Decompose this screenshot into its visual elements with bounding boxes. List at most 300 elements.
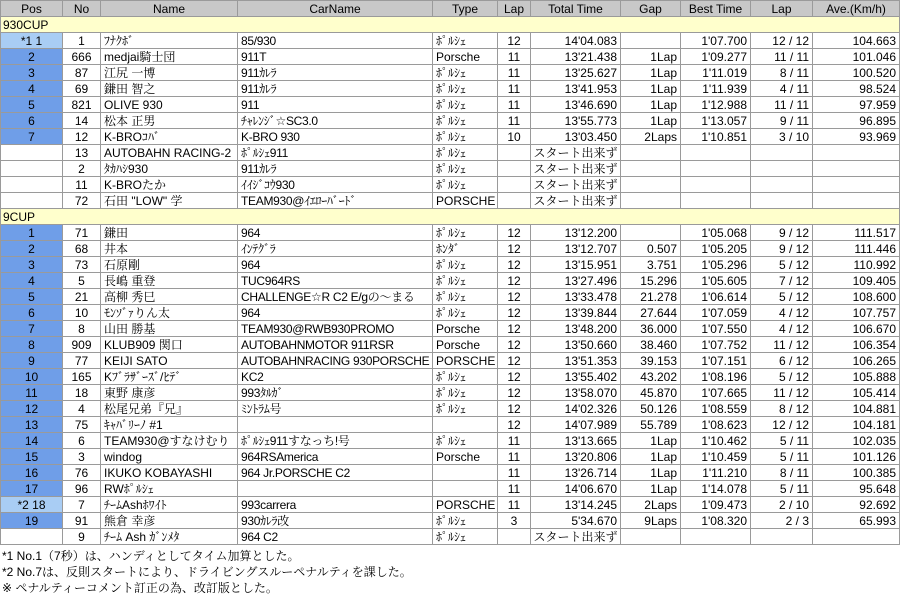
car-number-cell: 14 <box>63 113 101 129</box>
driver-name-cell: windog <box>101 449 238 465</box>
best-time-cell: 1'11.939 <box>681 81 751 97</box>
best-lap-cell <box>751 177 813 193</box>
laps-cell <box>498 177 531 193</box>
laps-cell: 10 <box>498 129 531 145</box>
car-name-cell: K-BRO 930 <box>238 129 433 145</box>
best-time-cell: 1'10.459 <box>681 449 751 465</box>
footnote: *1 No.1（7秒）は、ハンディとしてタイム加算とした。 <box>2 549 300 563</box>
gap-cell <box>621 193 681 209</box>
best-lap-cell: 6 / 12 <box>751 353 813 369</box>
laps-cell: 12 <box>498 321 531 337</box>
section-row <box>1 209 900 225</box>
best-time-cell: 1'10.462 <box>681 433 751 449</box>
best-lap-cell: 11 / 12 <box>751 337 813 353</box>
driver-name-cell: 長嶋 重登 <box>101 273 238 289</box>
laps-cell: 12 <box>498 401 531 417</box>
car-type-cell <box>433 417 498 433</box>
position-cell: 10 <box>1 369 63 385</box>
car-name-cell: 993carrera <box>238 497 433 513</box>
car-number-cell: 12 <box>63 129 101 145</box>
best-lap-cell: 5 / 11 <box>751 433 813 449</box>
average-speed-cell: 93.969 <box>813 129 900 145</box>
position-cell: 11 <box>1 385 63 401</box>
average-speed-cell: 106.265 <box>813 353 900 369</box>
best-time-cell: 1'08.559 <box>681 401 751 417</box>
header-row <box>1 1 900 17</box>
result-row <box>1 193 900 209</box>
result-row <box>1 33 900 49</box>
car-type-cell: ﾎﾝﾀﾞ <box>433 241 498 257</box>
position-cell: 8 <box>1 337 63 353</box>
result-row <box>1 65 900 81</box>
total-time-cell: 13'12.200 <box>531 225 621 241</box>
position-cell: 6 <box>1 305 63 321</box>
car-name-cell: 930ｶﾚﾗ改 <box>238 513 433 529</box>
car-name-cell: ﾐﾝﾄﾗﾑ号 <box>238 401 433 417</box>
car-type-cell: ﾎﾟﾙｼｪ <box>433 161 498 177</box>
average-speed-cell: 104.181 <box>813 417 900 433</box>
best-time-cell: 1'09.473 <box>681 497 751 513</box>
laps-cell: 12 <box>498 257 531 273</box>
gap-cell <box>621 33 681 49</box>
gap-cell <box>621 161 681 177</box>
position-cell <box>1 161 63 177</box>
best-time-cell: 1'10.851 <box>681 129 751 145</box>
laps-cell: 12 <box>498 337 531 353</box>
result-row <box>1 401 900 417</box>
laps-cell: 11 <box>498 97 531 113</box>
total-time-cell: 13'58.070 <box>531 385 621 401</box>
car-type-cell: ﾎﾟﾙｼｪ <box>433 513 498 529</box>
average-speed-cell <box>813 529 900 545</box>
result-row <box>1 321 900 337</box>
car-name-cell: 911 <box>238 97 433 113</box>
car-number-cell: 21 <box>63 289 101 305</box>
car-name-cell: TEAM930@ｲｴﾛｰﾊﾞｰﾄﾞ <box>238 193 433 209</box>
laps-cell: 3 <box>498 513 531 529</box>
result-row <box>1 513 900 529</box>
average-speed-cell: 101.046 <box>813 49 900 65</box>
car-number-cell: 73 <box>63 257 101 273</box>
gap-cell: 1Lap <box>621 481 681 497</box>
position-cell: *2 18 <box>1 497 63 513</box>
car-number-cell: 13 <box>63 145 101 161</box>
best-time-cell: 1'14.078 <box>681 481 751 497</box>
driver-name-cell: 井本 <box>101 241 238 257</box>
gap-cell: 45.870 <box>621 385 681 401</box>
car-name-cell: 964 <box>238 305 433 321</box>
total-time-cell: 13'41.953 <box>531 81 621 97</box>
car-type-cell: PORSCHE <box>433 353 498 369</box>
driver-name-cell: 松本 正男 <box>101 113 238 129</box>
best-time-cell: 1'07.059 <box>681 305 751 321</box>
driver-name-cell: Kﾌﾞﾗｻﾞｰｽﾞ/ﾋﾃﾞ <box>101 369 238 385</box>
driver-name-cell: IKUKO KOBAYASHI <box>101 465 238 481</box>
result-row <box>1 353 900 369</box>
gap-cell <box>621 177 681 193</box>
car-name-cell: 964 Jr.PORSCHE C2 <box>238 465 433 481</box>
driver-name-cell: 鎌田 智之 <box>101 81 238 97</box>
driver-name-cell: OLIVE 930 <box>101 97 238 113</box>
car-type-cell: ﾎﾟﾙｼｪ <box>433 305 498 321</box>
gap-cell: 0.507 <box>621 241 681 257</box>
position-cell: 4 <box>1 81 63 97</box>
best-lap-cell: 11 / 11 <box>751 49 813 65</box>
col-header-car-number: No <box>63 1 101 17</box>
best-time-cell: 1'06.614 <box>681 289 751 305</box>
total-time-cell: 13'46.690 <box>531 97 621 113</box>
laps-cell: 11 <box>498 497 531 513</box>
car-name-cell: ﾎﾟﾙｼｪ911すなっち!号 <box>238 433 433 449</box>
car-number-cell: 96 <box>63 481 101 497</box>
car-type-cell: PORSCHE <box>433 193 498 209</box>
driver-name-cell: 東野 康彦 <box>101 385 238 401</box>
position-cell: 3 <box>1 257 63 273</box>
car-number-cell: 69 <box>63 81 101 97</box>
result-row <box>1 529 900 545</box>
car-type-cell: ﾎﾟﾙｼｪ <box>433 529 498 545</box>
car-type-cell: ﾎﾟﾙｼｪ <box>433 369 498 385</box>
gap-cell <box>621 225 681 241</box>
laps-cell: 12 <box>498 273 531 289</box>
result-row <box>1 289 900 305</box>
car-number-cell: 71 <box>63 225 101 241</box>
car-name-cell: ｲﾝﾃｸﾞﾗ <box>238 241 433 257</box>
best-time-cell <box>681 193 751 209</box>
col-header-total-time: Total Time <box>531 1 621 17</box>
best-lap-cell: 4 / 12 <box>751 305 813 321</box>
best-lap-cell: 11 / 12 <box>751 385 813 401</box>
gap-cell: 2Laps <box>621 129 681 145</box>
position-cell: 4 <box>1 273 63 289</box>
car-name-cell <box>238 417 433 433</box>
car-name-cell: 911ｶﾚﾗ <box>238 81 433 97</box>
best-lap-cell: 5 / 12 <box>751 369 813 385</box>
car-number-cell: 4 <box>63 401 101 417</box>
best-lap-cell: 5 / 12 <box>751 257 813 273</box>
driver-name-cell: K-BROたか <box>101 177 238 193</box>
best-time-cell: 1'11.019 <box>681 65 751 81</box>
driver-name-cell: KLUB909 関口 <box>101 337 238 353</box>
result-row <box>1 433 900 449</box>
laps-cell: 12 <box>498 241 531 257</box>
position-cell <box>1 529 63 545</box>
col-header-gap: Gap <box>621 1 681 17</box>
laps-cell: 11 <box>498 49 531 65</box>
position-cell: *1 1 <box>1 33 63 49</box>
car-name-cell: AUTOBAHNMOTOR 911RSR <box>238 337 433 353</box>
total-time-cell: スタート出来ず <box>531 145 621 161</box>
car-number-cell: 75 <box>63 417 101 433</box>
average-speed-cell: 106.670 <box>813 321 900 337</box>
best-time-cell <box>681 177 751 193</box>
car-name-cell: CHALLENGE☆R C2 E/gの～まる <box>238 289 433 305</box>
car-number-cell: 7 <box>63 497 101 513</box>
total-time-cell: 13'21.438 <box>531 49 621 65</box>
laps-cell: 11 <box>498 433 531 449</box>
car-type-cell: ﾎﾟﾙｼｪ <box>433 65 498 81</box>
best-lap-cell: 5 / 12 <box>751 289 813 305</box>
col-header-pos: Pos <box>1 1 63 17</box>
col-header-car-name: CarName <box>238 1 433 17</box>
gap-cell: 50.126 <box>621 401 681 417</box>
best-time-cell: 1'05.205 <box>681 241 751 257</box>
position-cell <box>1 177 63 193</box>
best-time-cell: 1'13.057 <box>681 113 751 129</box>
driver-name-cell: 鎌田 <box>101 225 238 241</box>
driver-name-cell: K-BROｺﾊﾞ <box>101 129 238 145</box>
col-header-best-lap: Lap <box>751 1 813 17</box>
car-number-cell: 909 <box>63 337 101 353</box>
driver-name-cell: 山田 勝基 <box>101 321 238 337</box>
position-cell: 17 <box>1 481 63 497</box>
gap-cell: 38.460 <box>621 337 681 353</box>
car-type-cell: ﾎﾟﾙｼｪ <box>433 145 498 161</box>
gap-cell: 1Lap <box>621 465 681 481</box>
driver-name-cell: 石田 "LOW" 学 <box>101 193 238 209</box>
car-name-cell: 964 <box>238 257 433 273</box>
driver-name-cell: 松尾兄弟『兄』 <box>101 401 238 417</box>
car-type-cell: ﾎﾟﾙｼｪ <box>433 129 498 145</box>
total-time-cell: スタート出来ず <box>531 177 621 193</box>
gap-cell: 27.644 <box>621 305 681 321</box>
best-time-cell: 1'05.605 <box>681 273 751 289</box>
position-cell: 1 <box>1 225 63 241</box>
car-number-cell: 1 <box>63 33 101 49</box>
total-time-cell: 13'25.627 <box>531 65 621 81</box>
average-speed-cell: 98.524 <box>813 81 900 97</box>
laps-cell <box>498 161 531 177</box>
car-name-cell: 964 <box>238 225 433 241</box>
gap-cell: 1Lap <box>621 433 681 449</box>
car-number-cell: 2 <box>63 161 101 177</box>
laps-cell <box>498 193 531 209</box>
average-speed-cell <box>813 193 900 209</box>
car-number-cell: 666 <box>63 49 101 65</box>
best-lap-cell: 5 / 11 <box>751 449 813 465</box>
total-time-cell: 14'07.989 <box>531 417 621 433</box>
col-header-laps: Lap <box>498 1 531 17</box>
average-speed-cell <box>813 145 900 161</box>
car-number-cell: 18 <box>63 385 101 401</box>
total-time-cell: 13'55.402 <box>531 369 621 385</box>
result-row <box>1 481 900 497</box>
position-cell: 16 <box>1 465 63 481</box>
best-lap-cell: 8 / 11 <box>751 65 813 81</box>
car-number-cell: 165 <box>63 369 101 385</box>
total-time-cell: 13'20.806 <box>531 449 621 465</box>
best-lap-cell <box>751 529 813 545</box>
result-row <box>1 497 900 513</box>
gap-cell: 1Lap <box>621 49 681 65</box>
car-type-cell: Porsche <box>433 49 498 65</box>
driver-name-cell: ﾁｰﾑAshﾎﾜｲﾄ <box>101 497 238 513</box>
result-row <box>1 369 900 385</box>
best-time-cell: 1'07.151 <box>681 353 751 369</box>
gap-cell: 1Lap <box>621 449 681 465</box>
car-name-cell: 964RSAmerica <box>238 449 433 465</box>
result-row <box>1 385 900 401</box>
best-lap-cell: 8 / 11 <box>751 465 813 481</box>
result-row <box>1 305 900 321</box>
result-row <box>1 145 900 161</box>
car-name-cell: 964 C2 <box>238 529 433 545</box>
driver-name-cell: ﾁｰﾑ Ash ｶﾞﾝﾒﾀ <box>101 529 238 545</box>
car-type-cell: PORSCHE <box>433 497 498 513</box>
best-lap-cell <box>751 161 813 177</box>
total-time-cell: 13'03.450 <box>531 129 621 145</box>
best-time-cell: 1'07.752 <box>681 337 751 353</box>
best-time-cell <box>681 145 751 161</box>
best-time-cell: 1'07.550 <box>681 321 751 337</box>
car-type-cell <box>433 481 498 497</box>
laps-cell: 12 <box>498 289 531 305</box>
best-time-cell: 1'05.296 <box>681 257 751 273</box>
total-time-cell: 13'26.714 <box>531 465 621 481</box>
average-speed-cell: 96.895 <box>813 113 900 129</box>
driver-name-cell: 熊倉 幸彦 <box>101 513 238 529</box>
driver-name-cell: KEIJI SATO <box>101 353 238 369</box>
laps-cell: 11 <box>498 481 531 497</box>
total-time-cell: 14'02.326 <box>531 401 621 417</box>
position-cell <box>1 193 63 209</box>
result-row <box>1 177 900 193</box>
gap-cell: 1Lap <box>621 81 681 97</box>
laps-cell: 12 <box>498 225 531 241</box>
best-time-cell: 1'07.665 <box>681 385 751 401</box>
gap-cell: 3.751 <box>621 257 681 273</box>
laps-cell: 11 <box>498 449 531 465</box>
position-cell: 2 <box>1 241 63 257</box>
best-time-cell: 1'09.277 <box>681 49 751 65</box>
laps-cell: 12 <box>498 369 531 385</box>
car-type-cell: ﾎﾟﾙｼｪ <box>433 401 498 417</box>
total-time-cell: 14'06.670 <box>531 481 621 497</box>
car-number-cell: 11 <box>63 177 101 193</box>
laps-cell: 11 <box>498 113 531 129</box>
position-cell: 5 <box>1 97 63 113</box>
gap-cell: 1Lap <box>621 97 681 113</box>
total-time-cell: スタート出来ず <box>531 193 621 209</box>
best-time-cell: 1'12.988 <box>681 97 751 113</box>
position-cell: 15 <box>1 449 63 465</box>
best-lap-cell: 11 / 11 <box>751 97 813 113</box>
laps-cell <box>498 529 531 545</box>
gap-cell: 43.202 <box>621 369 681 385</box>
best-lap-cell <box>751 193 813 209</box>
driver-name-cell: medjai騎士団 <box>101 49 238 65</box>
laps-cell: 12 <box>498 305 531 321</box>
car-name-cell: 993ﾀﾙｶﾞ <box>238 385 433 401</box>
col-header-best-time: Best Time <box>681 1 751 17</box>
average-speed-cell: 104.663 <box>813 33 900 49</box>
car-number-cell: 3 <box>63 449 101 465</box>
average-speed-cell: 95.648 <box>813 481 900 497</box>
car-number-cell: 76 <box>63 465 101 481</box>
average-speed-cell: 111.446 <box>813 241 900 257</box>
footnotes <box>0 548 900 596</box>
car-type-cell: ﾎﾟﾙｼｪ <box>433 97 498 113</box>
average-speed-cell: 65.993 <box>813 513 900 529</box>
total-time-cell: スタート出来ず <box>531 529 621 545</box>
average-speed-cell: 104.881 <box>813 401 900 417</box>
average-speed-cell: 102.035 <box>813 433 900 449</box>
best-lap-cell: 7 / 12 <box>751 273 813 289</box>
driver-name-cell: ﾓﾝｿﾞｧりん太 <box>101 305 238 321</box>
car-type-cell: ﾎﾟﾙｼｪ <box>433 225 498 241</box>
car-name-cell: KC2 <box>238 369 433 385</box>
laps-cell: 12 <box>498 33 531 49</box>
car-name-cell: 911ｶﾚﾗ <box>238 161 433 177</box>
col-header-average-speed: Ave.(Km/h) <box>813 1 900 17</box>
car-name-cell: ﾎﾟﾙｼｪ911 <box>238 145 433 161</box>
position-cell: 19 <box>1 513 63 529</box>
car-number-cell: 9 <box>63 529 101 545</box>
average-speed-cell: 107.757 <box>813 305 900 321</box>
best-time-cell: 1'08.196 <box>681 369 751 385</box>
driver-name-cell: RWﾎﾟﾙｼｪ <box>101 481 238 497</box>
car-number-cell: 77 <box>63 353 101 369</box>
best-lap-cell: 9 / 11 <box>751 113 813 129</box>
result-row <box>1 257 900 273</box>
car-number-cell: 10 <box>63 305 101 321</box>
position-cell: 6 <box>1 113 63 129</box>
position-cell: 7 <box>1 129 63 145</box>
gap-cell: 1Lap <box>621 65 681 81</box>
best-time-cell: 1'07.700 <box>681 33 751 49</box>
car-type-cell: ﾎﾟﾙｼｪ <box>433 257 498 273</box>
car-name-cell: ｲｲｼﾞｺｳ930 <box>238 177 433 193</box>
gap-cell: 36.000 <box>621 321 681 337</box>
position-cell: 7 <box>1 321 63 337</box>
car-name-cell: ﾁｬﾚﾝｼﾞ☆SC3.0 <box>238 113 433 129</box>
car-name-cell <box>238 481 433 497</box>
driver-name-cell: 高柳 秀巳 <box>101 289 238 305</box>
driver-name-cell: ｷｬﾊﾞﾘｰﾉ #1 <box>101 417 238 433</box>
car-type-cell: ﾎﾟﾙｼｪ <box>433 33 498 49</box>
average-speed-cell: 105.888 <box>813 369 900 385</box>
laps-cell: 12 <box>498 353 531 369</box>
result-row <box>1 449 900 465</box>
car-type-cell: Porsche <box>433 337 498 353</box>
best-lap-cell <box>751 145 813 161</box>
result-row <box>1 97 900 113</box>
average-speed-cell <box>813 177 900 193</box>
car-type-cell: ﾎﾟﾙｼｪ <box>433 177 498 193</box>
average-speed-cell: 100.520 <box>813 65 900 81</box>
result-row <box>1 337 900 353</box>
position-cell: 3 <box>1 65 63 81</box>
car-number-cell: 72 <box>63 193 101 209</box>
best-lap-cell: 12 / 12 <box>751 33 813 49</box>
average-speed-cell: 108.600 <box>813 289 900 305</box>
average-speed-cell <box>813 161 900 177</box>
section-title: 930CUP <box>1 17 900 33</box>
car-number-cell: 6 <box>63 433 101 449</box>
total-time-cell: 13'39.844 <box>531 305 621 321</box>
total-time-cell: 14'04.083 <box>531 33 621 49</box>
average-speed-cell: 109.405 <box>813 273 900 289</box>
total-time-cell: 13'48.200 <box>531 321 621 337</box>
result-row <box>1 273 900 289</box>
laps-cell: 12 <box>498 417 531 433</box>
car-type-cell: ﾎﾟﾙｼｪ <box>433 289 498 305</box>
total-time-cell: 5'34.670 <box>531 513 621 529</box>
car-type-cell: ﾎﾟﾙｼｪ <box>433 81 498 97</box>
driver-name-cell: 江尻 一博 <box>101 65 238 81</box>
car-type-cell: ﾎﾟﾙｼｪ <box>433 113 498 129</box>
laps-cell: 11 <box>498 81 531 97</box>
